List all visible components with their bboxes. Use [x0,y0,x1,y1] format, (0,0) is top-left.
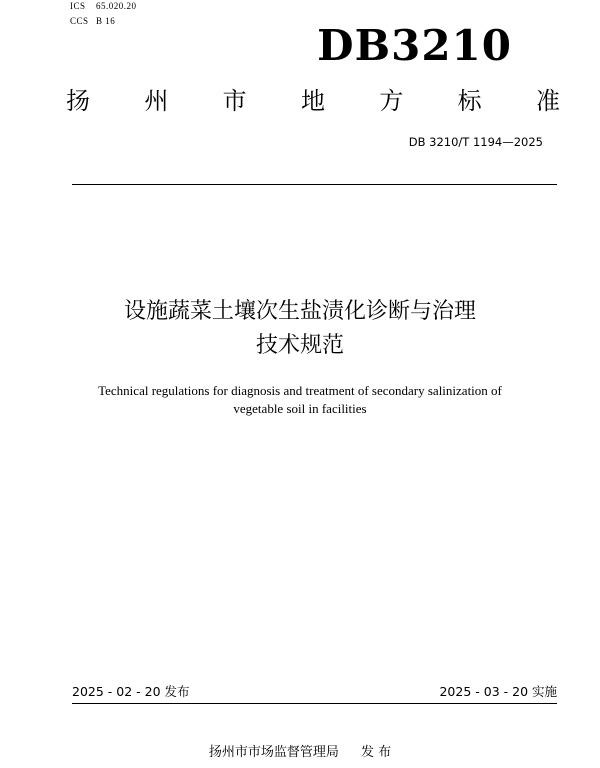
standard-type-char: 州 [144,87,169,115]
ics-classification [70,1,137,11]
db-standard-code: DB3210 [317,21,512,70]
issuer-action: 发 布 [360,745,392,760]
issuer-name: 扬州市市场监督管理局 [208,745,339,760]
standard-number: DB 3210/T 1194—2025 [408,135,543,149]
issuer-line [0,744,600,762]
chinese-title-line: 技术规范 [255,333,344,358]
standard-type-heading [66,84,560,118]
standard-type-char: 地 [300,87,325,115]
top-divider [72,184,557,185]
standard-type-char: 方 [379,87,404,115]
chinese-title [0,295,600,363]
standard-type-char: 扬 [66,87,90,115]
publish-date: 2025 - 02 - 20 发布 [72,684,190,699]
standard-type-char: 准 [535,87,560,115]
ccs-value: B 16 [96,16,116,26]
bottom-divider [72,703,557,704]
ccs-label: CCS [70,16,89,26]
ics-label: ICS [70,1,86,11]
ics-value: 65.020.20 [96,1,137,11]
standard-type-char: 市 [222,87,247,115]
english-title-line: vegetable soil in facilities [233,401,367,416]
standard-type-char: 标 [457,87,482,115]
implementation-date: 2025 - 03 - 20 实施 [439,684,557,699]
chinese-title-line: 设施蔬菜土壤次生盐渍化诊断与治理 [123,299,476,324]
english-title [0,382,600,418]
english-title-line: Technical regulations for diagnosis and treatment of secondary salinization of [98,383,502,398]
